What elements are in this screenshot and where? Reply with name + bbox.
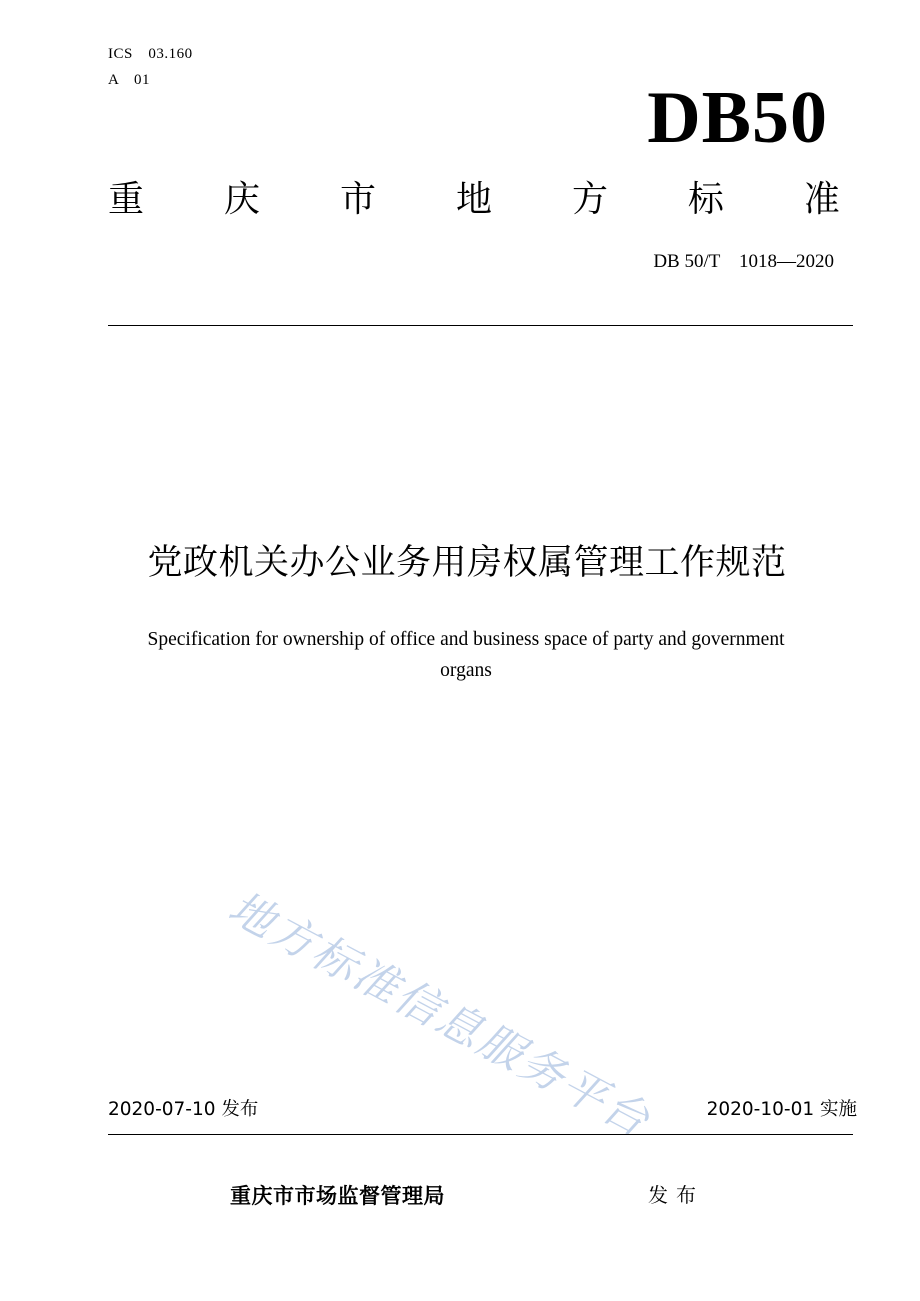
- ics-code: ICS 03.160: [108, 46, 193, 62]
- issue-label: 发布: [648, 1183, 704, 1207]
- watermark: 地方标准信息服务平台: [220, 882, 660, 1148]
- standard-type-char: 地: [455, 179, 492, 220]
- standard-mark: DB50: [647, 77, 828, 159]
- implementation-date: 2020-10-01 实施: [706, 1099, 857, 1120]
- bottom-divider: [108, 1134, 853, 1135]
- issuing-authority: 重庆市市场监督管理局: [230, 1184, 445, 1208]
- document-title-english: [100, 624, 832, 686]
- standard-type-char: 标: [687, 179, 724, 220]
- classification-code: A 01: [108, 72, 151, 88]
- standard-type-char: 庆: [223, 179, 260, 220]
- standard-type-char: 市: [339, 179, 376, 220]
- standard-type-char: 准: [803, 179, 840, 220]
- issue-date: 2020-07-10 发布: [108, 1099, 259, 1120]
- english-title-line: Specification for ownership of office and business space of party and government: [147, 629, 785, 650]
- english-title-line: organs: [440, 660, 492, 681]
- standard-code: DB 50/T 1018—2020: [653, 251, 834, 272]
- top-divider: [108, 325, 853, 326]
- document-title-chinese: 党政机关办公业务用房权属管理工作规范: [147, 543, 787, 583]
- standard-type-char: 方: [571, 179, 608, 220]
- standard-type-heading: [108, 178, 840, 222]
- standard-type-char: 重: [108, 179, 145, 220]
